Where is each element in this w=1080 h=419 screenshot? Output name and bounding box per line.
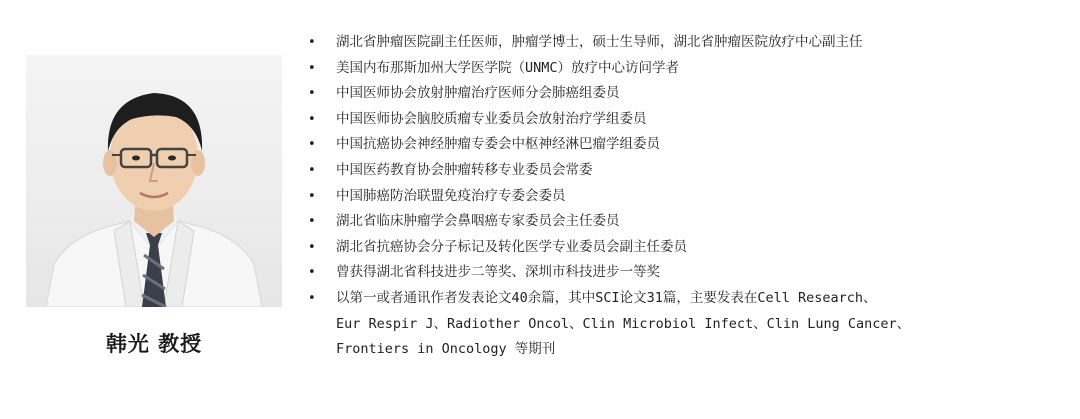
- bio-item-text: 以第一或者通讯作者发表论文40余篇，其中SCI论文31篇，主要发表在Cell Research、 Eur Respir J、Radiother Oncol、Clin Microbiol Infect、Clin Lung Cancer、 Frontiers in Oncology 等期刊: [336, 289, 911, 358]
- bio-item-text: 曾获得湖北省科技进步二等奖、深圳市科技进步一等奖: [336, 264, 660, 281]
- bio-item: [306, 286, 1066, 363]
- bio-item: [306, 132, 1066, 158]
- bio-item-text: 美国内布那斯加州大学医学院（UNMC）放疗中心访问学者: [336, 59, 680, 76]
- bio-list: [306, 30, 1066, 363]
- bio-item-text: 中国医药教育协会肿瘤转移专业委员会常委: [336, 161, 593, 178]
- bio-item-text: 湖北省抗癌协会分子标记及转化医学专业委员会副主任委员: [336, 238, 687, 255]
- bio-item-text: 湖北省肿瘤医院副主任医师，肿瘤学博士，硕士生导师，湖北省肿瘤医院放疗中心副主任: [336, 34, 863, 50]
- bio-item: [306, 30, 1066, 56]
- bullet-icon: •: [308, 86, 316, 102]
- bullet-icon: •: [308, 111, 316, 127]
- bullet-icon: •: [308, 290, 316, 306]
- bio-item-text: 湖北省临床肿瘤学会鼻咽癌专家委员会主任委员: [336, 213, 620, 230]
- bio-item: [306, 209, 1066, 235]
- bio-item: [306, 56, 1066, 82]
- doctor-portrait-photo: [26, 55, 282, 307]
- bullet-icon: •: [308, 188, 316, 204]
- bio-item: [306, 158, 1066, 184]
- portrait-illustration: [26, 55, 282, 307]
- bio-item-text: 中国医师协会放射肿瘤治疗医师分会肺癌组委员: [336, 85, 620, 102]
- bullet-icon: •: [308, 35, 316, 50]
- bullet-icon: •: [308, 214, 316, 230]
- bio-item: [306, 107, 1066, 133]
- bio-item: [306, 81, 1066, 107]
- bio-item-text: 中国抗癌协会神经肿瘤专委会中枢神经淋巴瘤学组委员: [336, 136, 660, 153]
- bullet-icon: •: [308, 265, 316, 281]
- bullet-icon: •: [308, 162, 316, 178]
- bio-item-text: 中国肺癌防治联盟免疫治疗专委会委员: [336, 187, 566, 204]
- bio-item-text: 中国医师协会脑胶质瘤专业委员会放射治疗学组委员: [336, 110, 647, 127]
- bio-item: [306, 184, 1066, 210]
- bio-item: [306, 235, 1066, 261]
- bullet-icon: •: [308, 137, 316, 153]
- bio-item: [306, 260, 1066, 286]
- bullet-icon: •: [308, 239, 316, 255]
- bullet-icon: •: [308, 60, 316, 76]
- doctor-name: 韩光 教授: [105, 332, 203, 356]
